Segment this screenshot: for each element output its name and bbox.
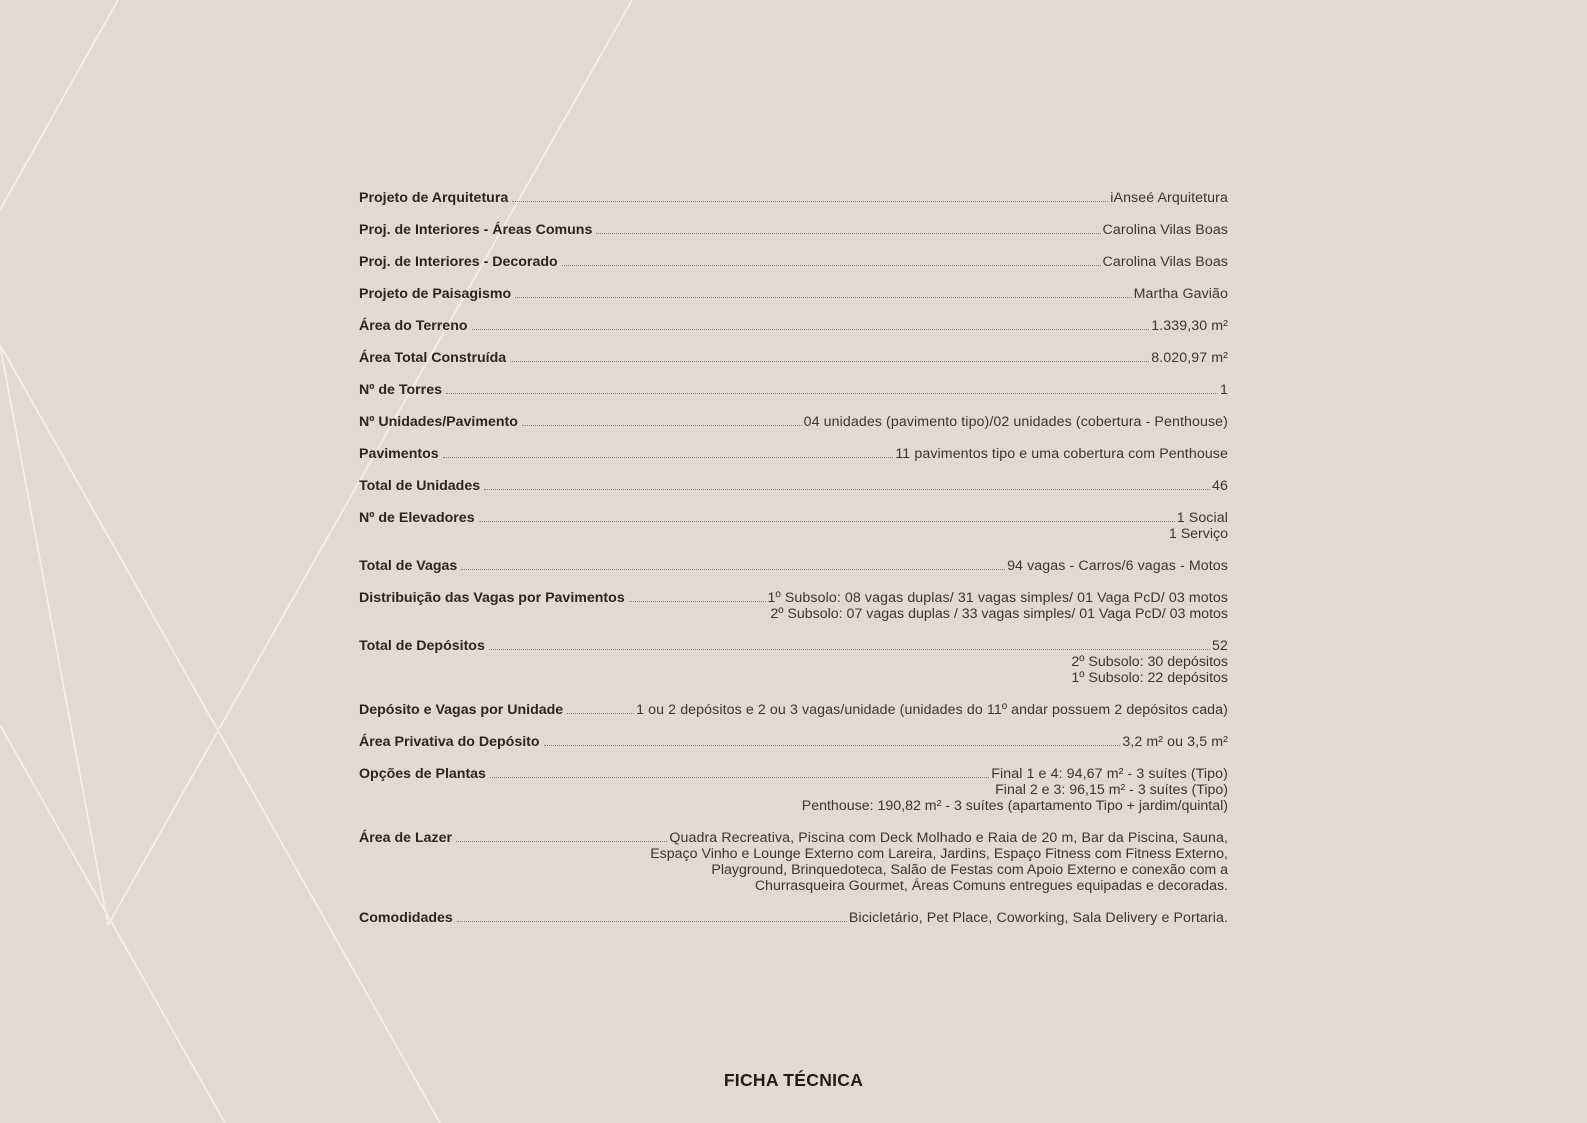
dotted-leader [629,601,766,602]
spec-value-continuation: Playground, Brinquedoteca, Salão de Festas com Apoio Externo e conexão com a [711,862,1228,878]
spec-value-continuation: 1 Serviço [1168,526,1228,542]
dotted-leader [489,649,1210,650]
spec-row [359,478,1228,494]
spec-label: Nº de Torres [359,382,442,398]
spec-line [359,734,1228,750]
dotted-leader [596,233,1100,234]
spec-row [359,910,1228,926]
spec-value: 1º Subsolo: 08 vagas duplas/ 31 vagas simples/ 01 Vaga PcD/ 03 motos [767,590,1228,606]
spec-row [359,446,1228,462]
spec-row [359,318,1228,334]
spec-row [359,734,1228,750]
dotted-leader [544,745,1121,746]
spec-row [359,702,1228,718]
spec-row [359,222,1228,238]
spec-line [359,286,1228,302]
spec-value-continuation: 1º Subsolo: 22 depósitos [1071,670,1228,686]
spec-label: Opções de Plantas [359,766,486,782]
spec-value-continuation: 2º Subsolo: 07 vagas duplas / 33 vagas simples/ 01 Vaga PcD/ 03 motos [770,606,1228,622]
spec-label: Depósito e Vagas por Unidade [359,702,564,718]
spec-row [359,382,1228,398]
spec-row [359,350,1228,366]
spec-row [359,190,1228,206]
dotted-leader [443,457,894,458]
spec-value: 1 ou 2 depósitos e 2 ou 3 vagas/unidade (unidades do 11º andar possuem 2 depósitos cada) [636,702,1228,718]
spec-value: 46 [1212,478,1228,494]
spec-line [359,702,1228,718]
spec-label: Proj. de Interiores - Áreas Comuns [359,222,593,238]
dotted-leader [512,201,1108,202]
spec-row [359,558,1228,574]
spec-line [359,766,1228,782]
spec-line [359,190,1228,206]
dotted-leader [567,713,634,714]
spec-value-continuation: 2º Subsolo: 30 depósitos [1071,654,1228,670]
dotted-leader [461,569,1005,570]
spec-value: 1 [1220,382,1228,398]
spec-sheet [359,190,1228,926]
spec-line [359,558,1228,574]
spec-value: 1.339,30 m² [1151,318,1228,334]
spec-label: Área Privativa do Depósito [359,734,540,750]
dotted-leader [490,777,989,778]
spec-label: Total de Depósitos [359,638,485,654]
dotted-leader [484,489,1210,490]
spec-value: 1 Social [1176,510,1228,526]
spec-line [359,510,1228,526]
dotted-leader [446,393,1218,394]
dotted-leader [515,297,1131,298]
spec-value: Bicicletário, Pet Place, Coworking, Sala Delivery e Portaria. [848,910,1228,926]
spec-value: Quadra Recreativa, Piscina com Deck Molhado e Raia de 20 m, Bar da Piscina, Sauna, [669,830,1228,846]
spec-row [359,830,1228,894]
dotted-leader [457,921,847,922]
spec-line [359,318,1228,334]
spec-value: Carolina Vilas Boas [1102,222,1228,238]
spec-value: 11 pavimentos tipo e uma cobertura com Penthouse [895,446,1228,462]
spec-label: Total de Unidades [359,478,481,494]
dotted-leader [522,425,802,426]
spec-row [359,414,1228,430]
spec-line [359,254,1228,270]
dotted-leader [562,265,1101,266]
spec-line [359,638,1228,654]
spec-value: iAnseé Arquitetura [1110,190,1228,206]
dotted-leader [456,841,667,842]
dotted-leader [510,361,1149,362]
spec-label: Projeto de Arquitetura [359,190,509,206]
spec-line [359,350,1228,366]
spec-label: Nº de Elevadores [359,510,475,526]
spec-line [359,910,1228,926]
spec-row [359,254,1228,270]
spec-label: Área de Lazer [359,830,453,846]
spec-value: Final 1 e 4: 94,67 m² - 3 suítes (Tipo) [991,766,1228,782]
spec-value-continuation: Churrasqueira Gourmet, Áreas Comuns entregues equipadas e decoradas. [754,878,1228,894]
spec-label: Proj. de Interiores - Decorado [359,254,558,270]
spec-line [359,830,1228,846]
spec-value-continuation: Penthouse: 190,82 m² - 3 suítes (apartamento Tipo + jardim/quintal) [801,798,1228,814]
spec-label: Nº Unidades/Pavimento [359,414,518,430]
spec-value: Martha Gavião [1133,286,1228,302]
spec-label: Projeto de Paisagismo [359,286,512,302]
spec-label: Distribuição das Vagas por Pavimentos [359,590,625,606]
spec-row [359,286,1228,302]
spec-label: Pavimentos [359,446,439,462]
spec-value: 04 unidades (pavimento tipo)/02 unidades (cobertura - Penthouse) [803,414,1228,430]
spec-row [359,766,1228,814]
spec-label: Comodidades [359,910,453,926]
spec-row [359,510,1228,542]
spec-line [359,446,1228,462]
spec-label: Área do Terreno [359,318,468,334]
spec-row [359,638,1228,686]
dotted-leader [479,521,1175,522]
spec-value-continuation: Espaço Vinho e Lounge Externo com Lareira, Jardins, Espaço Fitness com Fitness Externo, [650,846,1228,862]
spec-line [359,478,1228,494]
spec-row [359,590,1228,622]
spec-value-continuation: Final 2 e 3: 96,15 m² - 3 suítes (Tipo) [995,782,1228,798]
spec-label: Total de Vagas [359,558,458,574]
spec-line [359,414,1228,430]
page-title: FICHA TÉCNICA [723,1070,864,1090]
spec-value: Carolina Vilas Boas [1102,254,1228,270]
spec-value: 8.020,97 m² [1151,350,1228,366]
dotted-leader [472,329,1150,330]
spec-value: 52 [1212,638,1228,654]
spec-line [359,222,1228,238]
spec-value: 94 vagas - Carros/6 vagas - Motos [1007,558,1228,574]
spec-label: Área Total Construída [359,350,507,366]
spec-line [359,382,1228,398]
spec-value: 3,2 m² ou 3,5 m² [1122,734,1228,750]
spec-line [359,590,1228,606]
